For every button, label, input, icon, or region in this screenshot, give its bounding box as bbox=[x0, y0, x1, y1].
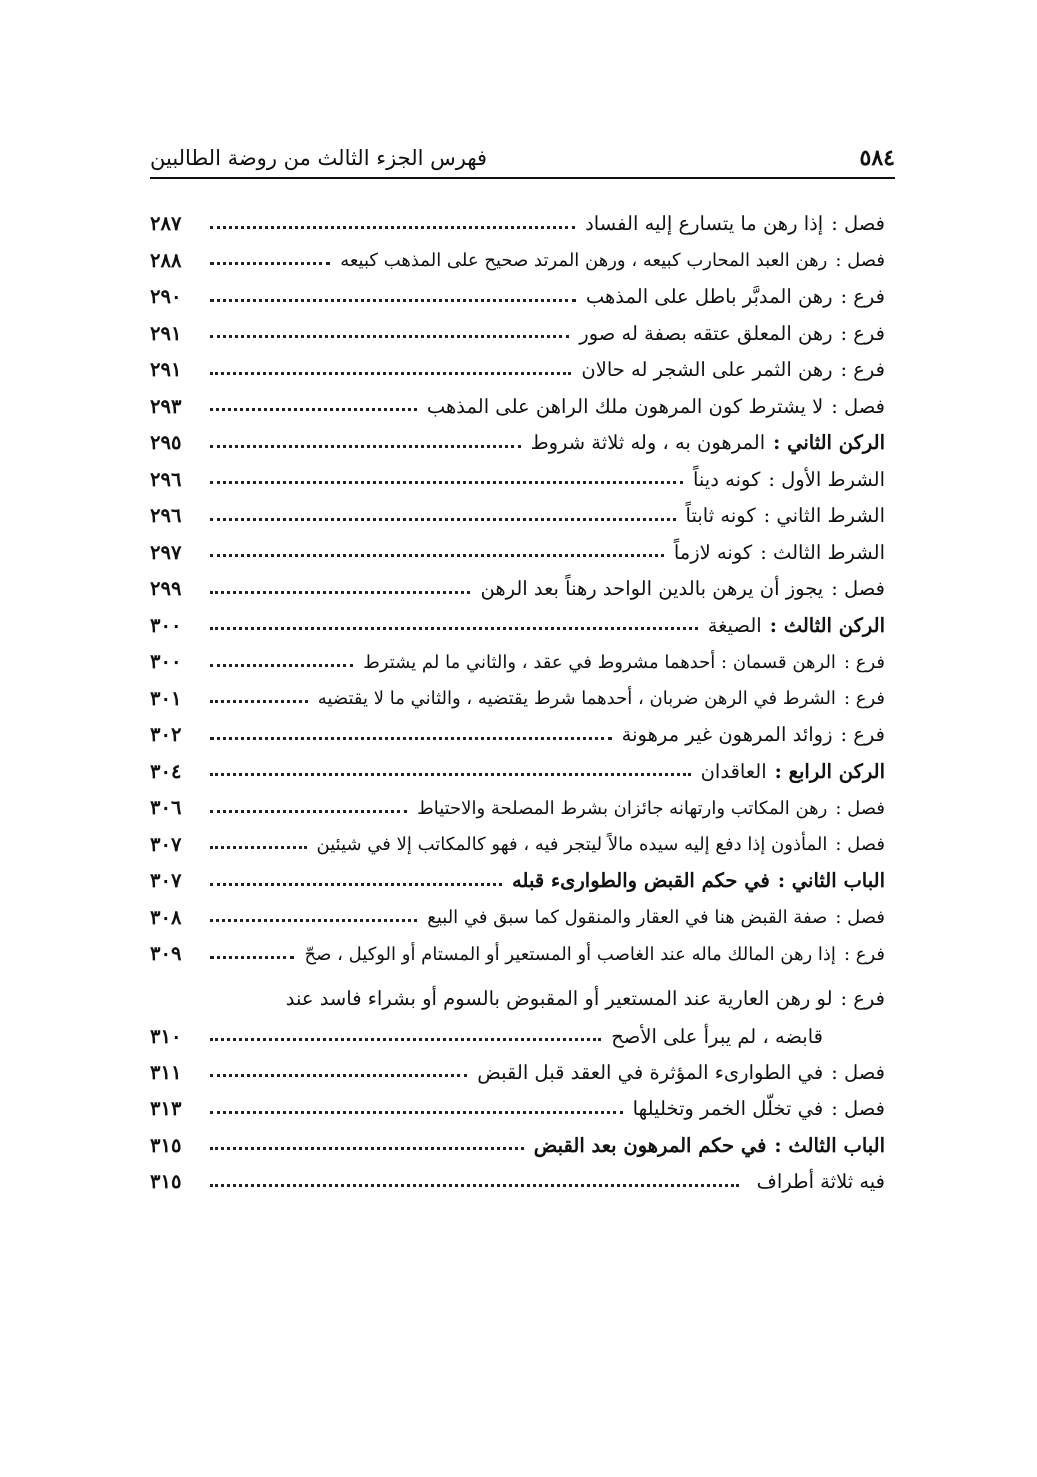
table-of-contents bbox=[150, 199, 885, 1194]
toc-entry-page: ٢٩٦ bbox=[150, 504, 182, 528]
toc-entry-lead: فصل : bbox=[835, 797, 885, 819]
toc-entry-lead: الشرط الثاني : bbox=[763, 504, 885, 528]
header-rule bbox=[150, 177, 895, 179]
toc-entry-text: زوائد المرهون غير مرهونة bbox=[621, 723, 833, 747]
toc-entry-page: ٣١٣ bbox=[150, 1097, 182, 1121]
toc-entry-text: رهن المعلق عتقه بصفة له صور bbox=[579, 321, 833, 345]
toc-entry-text: إذا رهن المالك ماله عند الغاصب أو المستعير أو المستام أو الوكيل ، صحّ bbox=[304, 943, 836, 965]
dot-leader bbox=[210, 737, 612, 740]
toc-entry-page: ٣١٥ bbox=[150, 1170, 182, 1194]
dot-leader bbox=[210, 700, 308, 703]
toc-entry-text: في حكم القبض والطوارىء قبله bbox=[512, 869, 770, 893]
toc-entry-text-continued: قابضه ، لم يبرأ على الأصح bbox=[611, 1024, 823, 1048]
toc-entry-lead: فرع : bbox=[840, 723, 885, 747]
toc-entry-lead: فصل : bbox=[835, 907, 885, 929]
toc-entry-text: كونه لازماً bbox=[673, 540, 753, 564]
toc-entry-text: رهن المدبَّر باطل على المذهب bbox=[585, 285, 833, 309]
toc-entry bbox=[150, 929, 885, 966]
toc-entry bbox=[150, 309, 885, 346]
toc-entry-page: ٢٨٨ bbox=[150, 248, 182, 272]
toc-entry-lead: فرع : bbox=[840, 358, 885, 382]
toc-entry-lead: فيه ثلاثة أطراف bbox=[756, 1170, 885, 1194]
toc-entry-lead: فصل : bbox=[831, 1097, 885, 1121]
toc-entry-lead: فصل : bbox=[831, 212, 885, 236]
dot-leader bbox=[210, 226, 575, 229]
dot-leader bbox=[210, 627, 698, 630]
toc-entry-page: ٣٠٠ bbox=[150, 613, 182, 637]
toc-entry-lead: الركن الثاني : bbox=[773, 431, 885, 455]
toc-entry-page: ٢٩١ bbox=[150, 358, 182, 382]
toc-entry-lead: فرع : bbox=[843, 943, 885, 965]
toc-entry-lead: الركن الرابع : bbox=[774, 759, 885, 783]
toc-entry bbox=[150, 1084, 885, 1121]
toc-entry-text: رهن العبد المحارب كبيعه ، ورهن المرتد صحيح على المذهب كبيعه bbox=[340, 250, 828, 272]
toc-entry-text: كونه ديناً bbox=[692, 467, 761, 491]
toc-entry-page: ٣٠٦ bbox=[150, 796, 182, 820]
toc-entry-page: ٣١١ bbox=[150, 1060, 182, 1084]
toc-entry bbox=[150, 783, 885, 820]
toc-entry-text: في تخلّل الخمر وتخليلها bbox=[632, 1097, 824, 1121]
toc-entry-page: ٣١٥ bbox=[150, 1133, 182, 1157]
toc-entry-page: ٢٩٩ bbox=[150, 577, 182, 601]
toc-entry-lead: فرع : bbox=[840, 321, 885, 345]
toc-entry-lead: فرع : bbox=[840, 986, 885, 1010]
dot-leader bbox=[210, 299, 576, 302]
dot-leader bbox=[210, 481, 683, 484]
toc-entry-page: ٢٩٠ bbox=[150, 285, 182, 309]
dot-leader bbox=[210, 445, 521, 448]
toc-entry-page: ٣٠٢ bbox=[150, 723, 182, 747]
toc-entry-lead: فصل : bbox=[831, 394, 885, 418]
dot-leader bbox=[210, 773, 691, 776]
page-number: ٥٨٤ bbox=[859, 145, 895, 171]
toc-entry-lead: فصل : bbox=[835, 250, 885, 272]
toc-entry-lead: الركن الثالث : bbox=[769, 613, 885, 637]
dot-leader bbox=[210, 1184, 739, 1187]
toc-entry-lead: فصل : bbox=[835, 834, 885, 856]
dot-leader bbox=[210, 372, 571, 375]
dot-leader bbox=[210, 1038, 601, 1041]
toc-entry-page: ٣٠٨ bbox=[150, 905, 182, 929]
toc-entry bbox=[150, 345, 885, 382]
toc-entry-page: ٣١٠ bbox=[150, 1024, 182, 1048]
toc-entry bbox=[150, 856, 885, 893]
toc-entry-multiline bbox=[150, 976, 885, 1048]
dot-leader bbox=[210, 262, 330, 265]
toc-entry bbox=[150, 199, 885, 236]
toc-entry-page: ٢٩٥ bbox=[150, 431, 182, 455]
toc-entry bbox=[150, 418, 885, 455]
toc-entry-lead: فصل : bbox=[831, 1060, 885, 1084]
dot-leader bbox=[210, 1111, 623, 1114]
toc-entry-text: العاقدان bbox=[700, 759, 767, 783]
toc-entry-text: لو رهن العارية عند المستعير أو المقبوض بالسوم أو بشراء فاسد عند bbox=[285, 986, 833, 1010]
toc-entry bbox=[150, 564, 885, 601]
toc-entry-page: ٣٠٤ bbox=[150, 759, 182, 783]
toc-entry-first-line bbox=[150, 976, 885, 1010]
toc-entry-text: المرهون به ، وله ثلاثة شروط bbox=[530, 431, 766, 455]
toc-entry bbox=[150, 601, 885, 638]
toc-entry-lead: الشرط الثالث : bbox=[760, 540, 885, 564]
toc-entry-lead: فصل : bbox=[831, 577, 885, 601]
toc-entry bbox=[150, 1157, 885, 1194]
toc-entries bbox=[150, 199, 885, 966]
dot-leader bbox=[210, 591, 470, 594]
toc-entry-text: إذا رهن ما يتسارع إليه الفساد bbox=[585, 212, 824, 236]
page-header bbox=[150, 140, 895, 176]
toc-entry-text: المأذون إذا دفع إليه سيده مالاً ليتجر فيه ، فهو كالمكاتب إلا في شيئين bbox=[316, 834, 828, 856]
toc-entry-text: الرهن قسمان : أحدهما مشروط في عقد ، والثاني ما لم يشترط bbox=[363, 651, 836, 673]
toc-entry bbox=[150, 272, 885, 309]
dot-leader bbox=[210, 956, 294, 959]
toc-entry-lead: فرع : bbox=[840, 285, 885, 309]
toc-entry-second-line bbox=[150, 1010, 885, 1048]
toc-entry-page: ٣٠٩ bbox=[150, 942, 182, 966]
toc-entry bbox=[150, 1121, 885, 1158]
toc-entry-text: لا يشترط كون المرهون ملك الراهن على المذهب bbox=[426, 394, 824, 418]
toc-entry-text: صفة القبض هنا في العقار والمنقول كما سبق في البيع bbox=[427, 907, 828, 929]
toc-entry-text: كونه ثابتاً bbox=[685, 504, 756, 528]
toc-entry-text: يجوز أن يرهن بالدين الواحد رهناً بعد الرهن bbox=[480, 577, 824, 601]
dot-leader bbox=[210, 408, 417, 411]
toc-entry bbox=[150, 893, 885, 930]
toc-entry bbox=[150, 820, 885, 857]
toc-entry-lead: الشرط الأول : bbox=[768, 467, 885, 491]
toc-entry-text: الصيغة bbox=[707, 613, 762, 637]
toc-entry bbox=[150, 455, 885, 492]
toc-entry-text: رهن المكاتب وارتهانه جائزان بشرط المصلحة والاحتياط bbox=[417, 797, 828, 819]
toc-entry-page: ٣٠١ bbox=[150, 686, 182, 710]
toc-entry bbox=[150, 710, 885, 747]
header-title: فهرس الجزء الثالث من روضة الطالبين bbox=[150, 146, 488, 170]
toc-entry-page: ٢٨٧ bbox=[150, 212, 182, 236]
toc-entry-lead: فرع : bbox=[843, 688, 885, 710]
toc-entry bbox=[150, 637, 885, 674]
toc-entry-page: ٢٩٣ bbox=[150, 394, 182, 418]
toc-entry bbox=[150, 528, 885, 565]
dot-leader bbox=[210, 846, 307, 849]
dot-leader bbox=[210, 810, 407, 813]
toc-entry bbox=[150, 1048, 885, 1085]
dot-leader bbox=[210, 883, 502, 886]
toc-entry bbox=[150, 747, 885, 784]
toc-entry-text: الشرط في الرهن ضربان ، أحدهما شرط يقتضيه ، والثاني ما لا يقتضيه bbox=[317, 688, 836, 710]
toc-entry-page: ٢٩٦ bbox=[150, 467, 182, 491]
toc-entry-page: ٣٠٧ bbox=[150, 869, 182, 893]
toc-entry-page: ٢٩٧ bbox=[150, 540, 182, 564]
toc-entry-lead: الباب الثالث : bbox=[774, 1133, 885, 1157]
dot-leader bbox=[210, 1147, 524, 1150]
toc-entry bbox=[150, 491, 885, 528]
dot-leader bbox=[210, 664, 353, 667]
toc-entry bbox=[150, 382, 885, 419]
dot-leader bbox=[210, 518, 676, 521]
toc-entry-text: في حكم المرهون بعد القبض bbox=[533, 1133, 767, 1157]
dot-leader bbox=[210, 919, 417, 922]
toc-entry-text: رهن الثمر على الشجر له حالان bbox=[581, 358, 833, 382]
toc-entry-page: ٢٩١ bbox=[150, 321, 182, 345]
toc-entry bbox=[150, 236, 885, 273]
toc-entry bbox=[150, 674, 885, 711]
toc-entry-lead: الباب الثاني : bbox=[777, 869, 885, 893]
toc-entry-lead: فرع : bbox=[843, 651, 885, 673]
dot-leader bbox=[210, 554, 664, 557]
toc-entries-after bbox=[150, 1048, 885, 1194]
dot-leader bbox=[210, 335, 569, 338]
toc-entry-text: في الطوارىء المؤثرة في العقد قبل القبض bbox=[477, 1060, 824, 1084]
toc-entry-page: ٣٠٠ bbox=[150, 650, 182, 674]
toc-entry-page: ٣٠٧ bbox=[150, 832, 182, 856]
dot-leader bbox=[210, 1074, 467, 1077]
